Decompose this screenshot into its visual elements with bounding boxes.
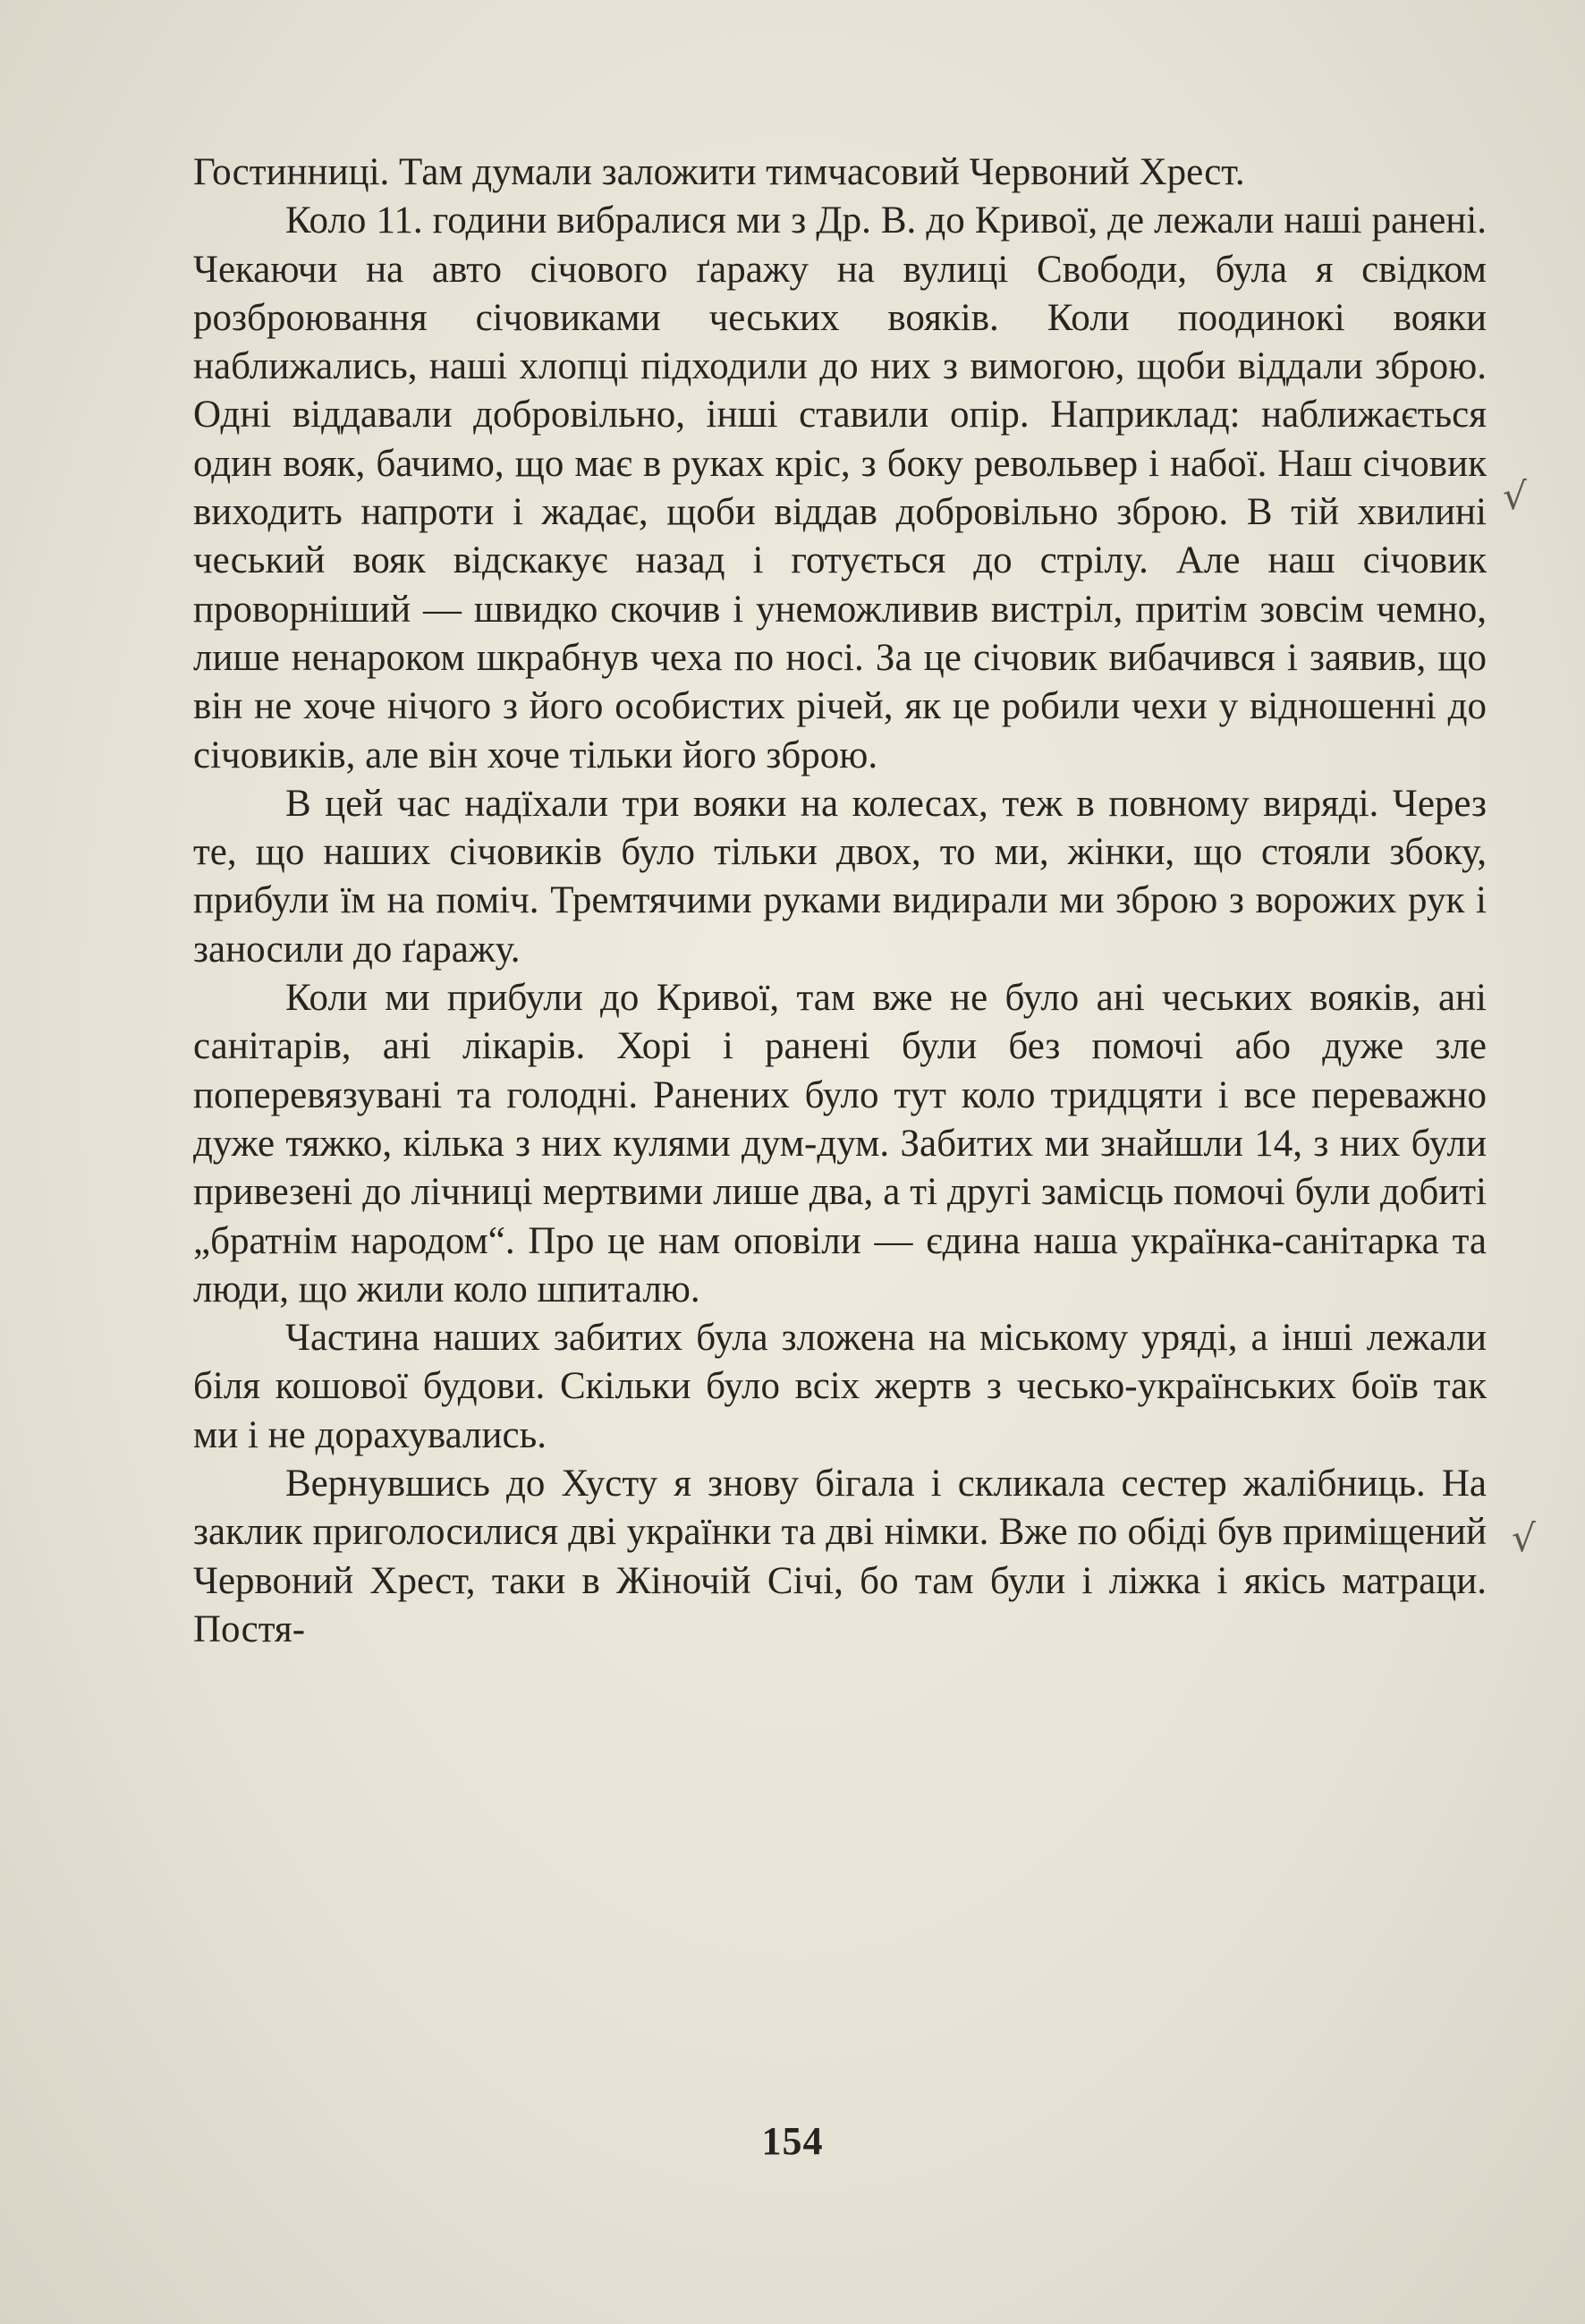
paragraph-2: Коло 11. години вибралися ми з Др. В. до Кривої, де лежали наші ранені. Чекаючи на авто січового ґаражу на вулиці Свободи, була я свідком розброювання січовиками чеських вояків. Коли поодинокі вояки наближались, наші хлопці підходили до них з вимогою, щоби віддали зброю. Одні віддавали добровільно, інші ставили опір. Наприклад: наближається один вояк, бачимо, що має в руках кріс, з боку револьвер і набої. Наш січовик виходить напроти і жадає, щоби віддав добровільно зброю. В тій хвилині чеський вояк відскакує назад і готується до стрілу. Але наш січовик проворніший — швидко скочив і унеможливив вистріл, притім зовсім чемно, лише ненароком шкрабнув чеха по носі. За це січовик вибачився і заявив, що він не хоче нічого з його особистих річей, як це робили чехи у відношенні до січовиків, але він хоче тільки його зброю. (193, 199, 1487, 776)
margin-check-mark-1: √ (1503, 474, 1527, 518)
page-number: 154 (761, 2119, 824, 2163)
paragraph-3: В цей час надїхали три вояки на колесах, теж в повному виряді. Через те, що наших січовиків було тільки двох, то ми, жінки, що стояли збоку, прибули їм на поміч. Тремтячими руками видирали ми зброю з ворожих рук і заносили до ґаражу. (193, 782, 1487, 971)
paragraph-6: Вернувшись до Хусту я знову бігала і скликала сестер жалібниць. На заклик приголосилися дві українки та дві німки. Вже по обіді був приміщений Червоний Хрест, таки в Жіночій Січі, бо там були і ліжка і якісь матраци. Постя- (193, 1463, 1487, 1650)
paragraph-4: Коли ми прибули до Кривої, там вже не було ані чеських вояків, ані санітарів, ані лікарів. Хорі і ранені були без помочі або дуже зле поперевязувані та голодні. Ранених було тут коло тридцяти і все переважно дуже тяжко, кілька з них кулями дум-дум. Забитих ми знайшли 14, з них були привезені до лічниці мертвими лише два, а ті другі замісць помочі були добиті „братнім народом“. Про це нам оповіли — єдина наша українка-санітарка та люди, що жили коло шпиталю. (193, 977, 1487, 1310)
paragraph-1: Гостинниці. Там думали заложити тимчасовий Червоний Хрест. (193, 151, 1245, 193)
body-text (193, 148, 1487, 1654)
paragraph-5: Частина наших забитих була зложена на міському уряді, а інші лежали біля кошової будови. Скільки було всіх жертв з чесько-українських боїв так ми і не дорахувались. (193, 1317, 1487, 1456)
margin-check-mark-2: √ (1512, 1516, 1536, 1560)
